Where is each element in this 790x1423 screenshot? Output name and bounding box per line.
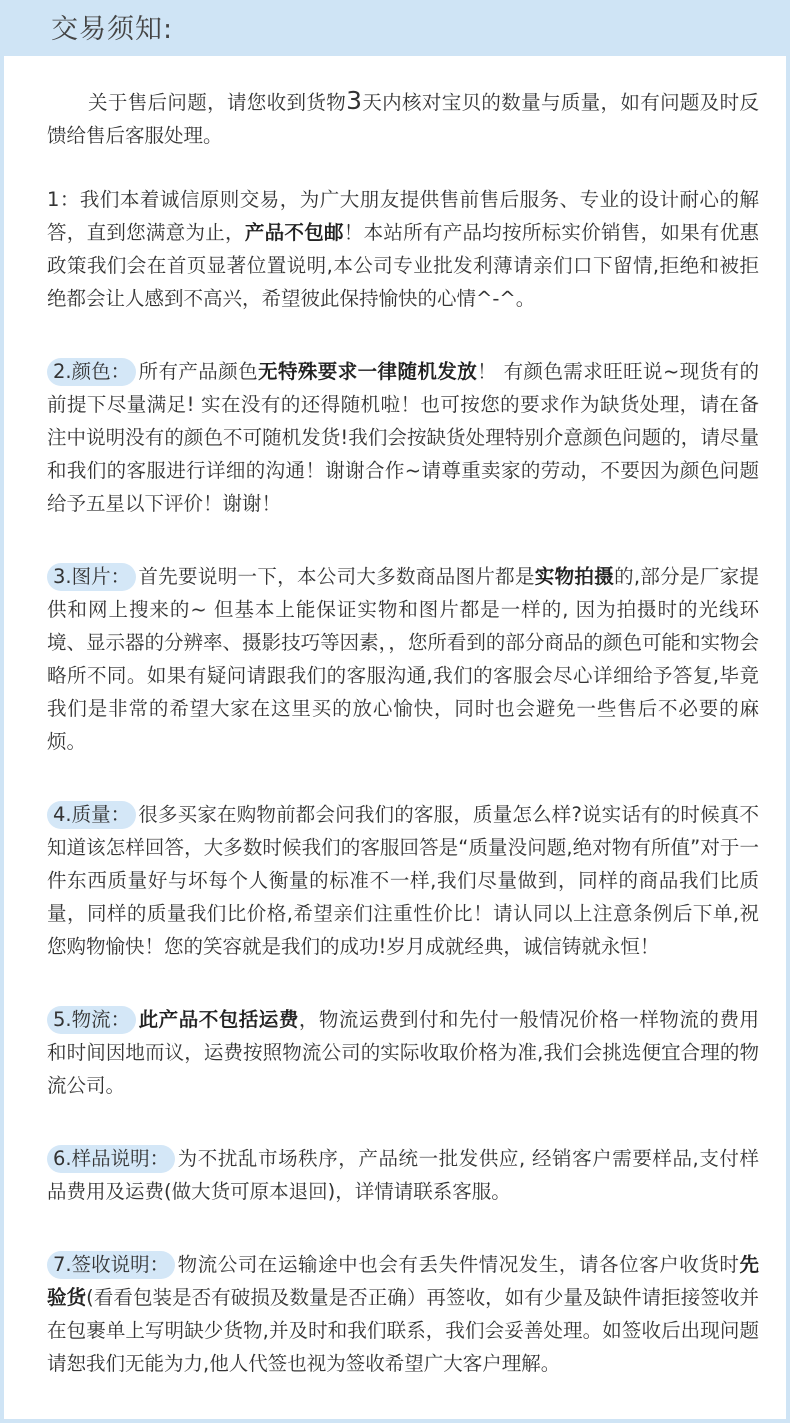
section-4 [47, 798, 759, 963]
section-7 [47, 1248, 759, 1380]
section-3-tag: 3.图片： [47, 563, 136, 591]
section-4-tag: 4.质量： [47, 801, 136, 829]
section-5 [47, 1003, 759, 1102]
section-5-text-b: ，物流运费到付和先付一般情况价格一样物流的费用和时间因地而议，运费按照物流公司的实际收取价格为准,我们会挑选便宜合理的物流公司。 [47, 1008, 759, 1097]
section-3-text-a: 首先要说明一下，本公司大多数商品图片都是 [138, 565, 535, 588]
section-3-emphasis: 实物拍摄 [534, 565, 615, 588]
section-2-tag: 2.颜色： [47, 358, 136, 386]
section-2 [47, 355, 759, 520]
header-bar [4, 4, 790, 56]
section-3-text-b: 的,部分是厂家提供和网上搜来的~ 但基本上能保证实物和图片都是一样的, 因为拍摄时的光线环境、显示器的分辨率、摄影技巧等因素，，您所看到的部分商品的颜色可能和实物会略所不同。如果有疑问请跟我们的客服沟通,我们的客服会尽心详细给予答复,毕竟我们是非常的希望大家在这里买的放心愉快，同时也会避免一些售后不必要的麻烦。 [47, 565, 759, 753]
page-title: 交易须知: [51, 14, 174, 45]
section-6-tag: 6.样品说明： [47, 1145, 175, 1173]
section-4-text: 很多买家在购物前都会问我们的客服，质量怎么样?说实话有的时候真不知道该怎样回答，大多数时候我们的客服回答是“质量没问题,绝对物有所值”对于一件东西质量好与坏每个人衡量的标准不一样,我们尽量做到，同样的商品我们比质量，同样的质量我们比价格,希望亲们注重性价比！请认同以上注意条例后下单,祝您购物愉快！您的笑容就是我们的成功!岁月成就经典，诚信铸就永恒！ [47, 803, 759, 958]
intro-text-b: 天内核对宝贝的数量与质量，如有问题及时反馈给售后客服处理。 [47, 91, 759, 147]
intro-paragraph [47, 84, 759, 152]
section-6 [47, 1142, 759, 1208]
section-7-text-b: (看看包装是否有破损及数量是否正确）再签收，如有少量及缺件请拒接签收并在包裹单上写明缺少货物,并及时和我们联系，我们会妥善处理。如签收后出现问题请恕我们无能为力,他人代签也视为签收希望广大客户理解。 [47, 1286, 759, 1375]
section-5-emphasis: 此产品不包括运费 [138, 1008, 299, 1031]
section-1 [47, 183, 759, 315]
section-7-text-a: 物流公司在运输途中也会有丢失件情况发生，请各位客户收货时 [177, 1253, 740, 1276]
notice-content [47, 84, 759, 1420]
section-1-emphasis: 产品不包邮 [244, 221, 344, 244]
section-2-emphasis: 无特殊要求一律随机发放 [258, 360, 478, 383]
intro-text-a: 关于售后问题，请您收到货物 [88, 91, 347, 114]
section-7-tag: 7.签收说明： [47, 1251, 175, 1279]
section-6-text: 为不扰乱市场秩序，产品统一批发供应, 经销客户需要样品,支付样品费用及运费(做大货可原本退回)，详情请联系客服。 [47, 1147, 759, 1203]
section-1-text-a: 1：我们本着诚信原则交易，为广大朋友提供售前售后服务、专业的设计耐心的解答，直到您满意为止， [47, 188, 759, 244]
section-1-text-b: ！本站所有产品均按所标实价销售，如果有优惠政策我们会在首页显著位置说明,本公司专业批发利薄请亲们口下留情,拒绝和被拒绝都会让人感到不高兴，希望彼此保持愉快的心情^-^。 [47, 221, 759, 310]
section-2-text-a: 所有产品颜色 [138, 360, 259, 383]
section-5-tag: 5.物流： [47, 1006, 136, 1034]
section-7-emphasis: 先验货 [47, 1253, 759, 1309]
section-2-text-b: ！ 有颜色需求旺旺说~现货有的前提下尽量满足! 实在没有的还得随机啦！也可按您的要求作为缺货处理，请在备注中说明没有的颜色不可随机发货!我们会按缺货处理特别介意颜色问题的，请尽量和我们的客服进行详细的沟通！谢谢合作~请尊重卖家的劳动，不要因为颜色问题给予五星以下评价！谢谢！ [47, 360, 759, 515]
section-3 [47, 560, 759, 758]
intro-days-number: 3 [346, 86, 362, 115]
